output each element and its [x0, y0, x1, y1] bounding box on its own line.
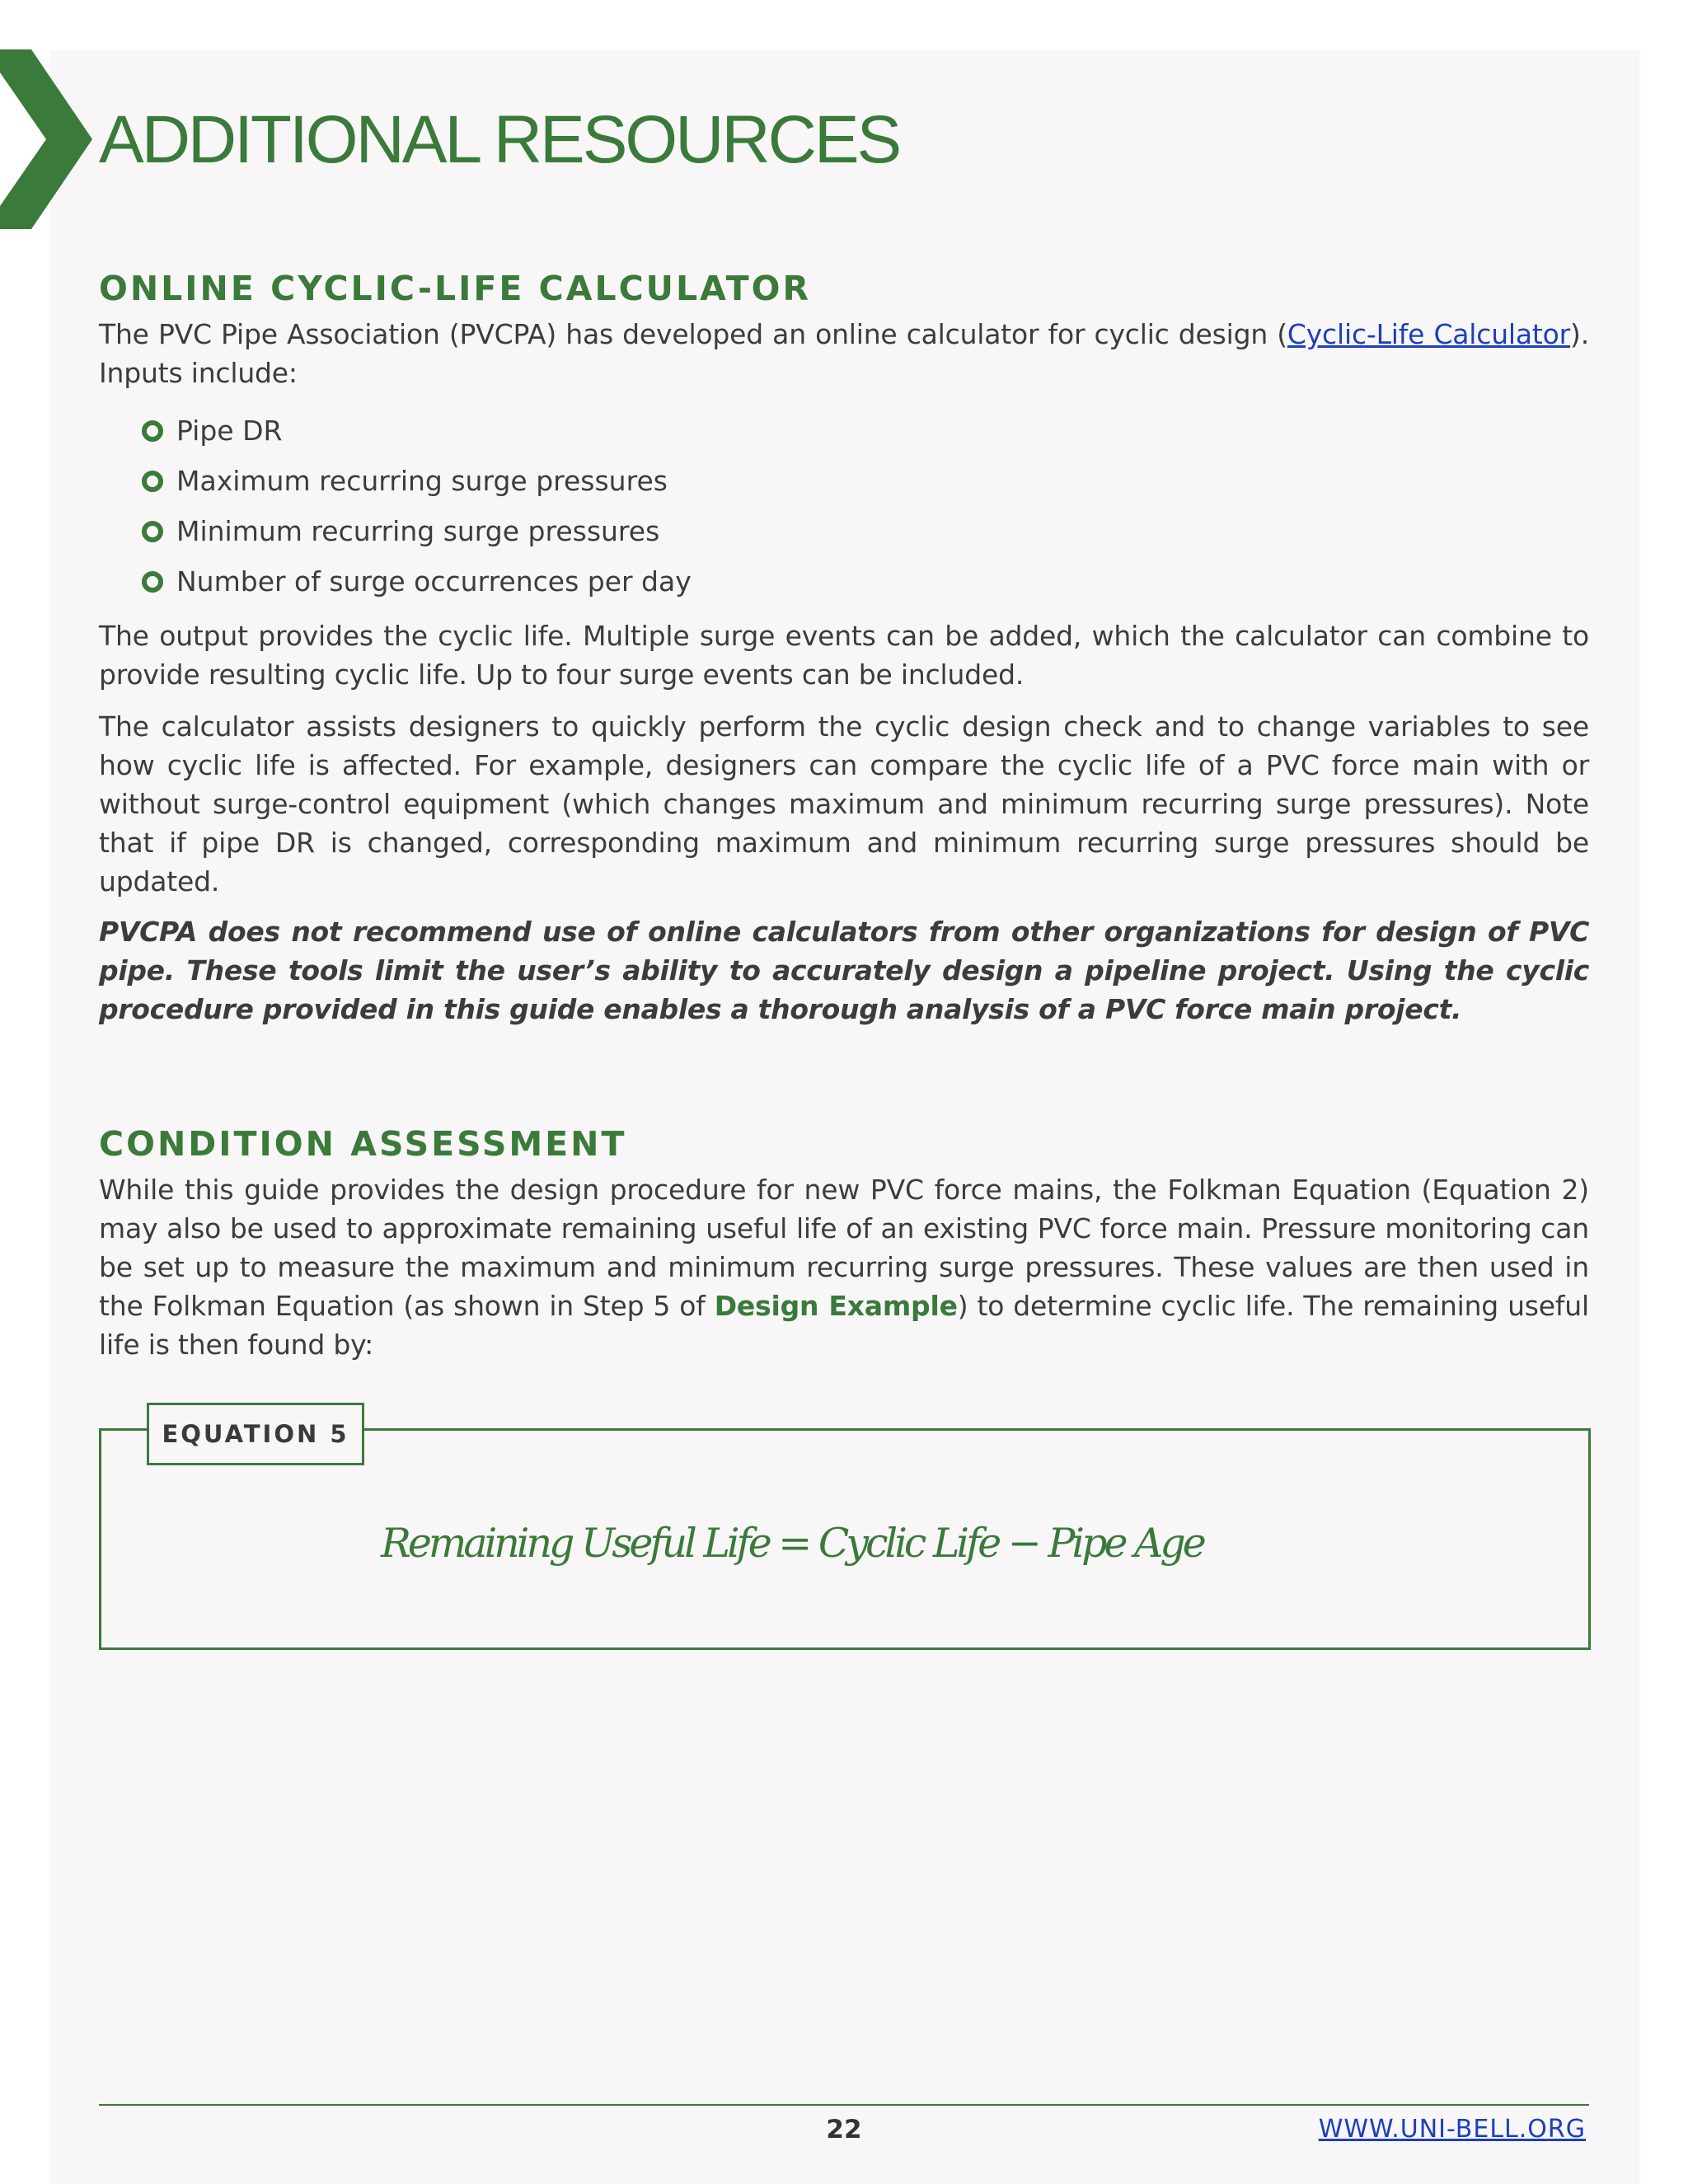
cyclic-life-calculator-link[interactable]: Cyclic-Life Calculator — [1287, 318, 1571, 350]
circle-bullet-icon — [142, 420, 163, 442]
list-item-text: Number of surge occurrences per day — [176, 565, 692, 598]
condition-paragraph — [99, 1170, 1589, 1364]
calculator-intro-text-end: ). Inputs include: — [99, 318, 1589, 389]
page-title: ADDITIONAL RESOURCES — [99, 102, 900, 177]
section-heading-calculator: ONLINE CYCLIC-LIFE CALCULATOR — [99, 269, 812, 308]
main-content — [99, 262, 1589, 1364]
website-link[interactable]: WWW.UNI-BELL.ORG — [1318, 2115, 1586, 2144]
chevron-marker-icon — [0, 49, 92, 229]
page-number: 22 — [826, 2115, 862, 2144]
recommendation-note: PVCPA does not recommend use of online calculators from other organizations for design of PVC pipe. These tools limit the user’s ability to accurately design a pipeline project. Using the cyclic procedure provided in this guide enables a thorough analysis of a PVC force main project. — [99, 916, 1589, 1025]
circle-bullet-icon — [142, 471, 163, 492]
calculator-output-paragraph: The output provides the cyclic life. Multiple surge events can be added, which the calculator can combine to provide resulting cyclic life. Up to four surge events can be included. — [99, 620, 1589, 691]
equation-label: EQUATION 5 — [147, 1403, 364, 1465]
calculator-intro — [99, 315, 1589, 392]
footer-divider — [99, 2104, 1589, 2106]
list-item — [142, 506, 1589, 556]
circle-bullet-icon — [142, 521, 163, 542]
condition-text-end: ) to determine cyclic life. The remaining useful life is then found by: — [99, 1290, 1589, 1361]
section-heading-condition: CONDITION ASSESSMENT — [99, 1124, 627, 1164]
circle-bullet-icon — [142, 571, 163, 593]
design-example-link[interactable]: Design Example — [714, 1290, 958, 1322]
calculator-intro-text: The PVC Pipe Association (PVCPA) has developed an online calculator for cyclic design ( — [99, 318, 1287, 350]
list-item-text: Pipe DR — [176, 415, 283, 447]
list-item-text: Minimum recurring surge pressures — [176, 515, 660, 547]
list-item-text: Maximum recurring surge pressures — [176, 465, 668, 497]
condition-text: While this guide provides the design procedure for new PVC force mains, the Folkman Equation (Equation 2) may also be used to approximate remaining useful life of an existing PVC force main. Pressure monitoring can be set up to measure the maximum and minimum recurring surge pressures. These values are then used in the Folkman Equation (as shown in Step 5 of — [99, 1174, 1589, 1322]
calculator-assists-paragraph: The calculator assists designers to quickly perform the cyclic design check and to change variables to see how cyclic life is affected. For example, designers can compare the cyclic life of a PVC force main with or without surge-control equipment (which changes maximum and minimum recurring surge pressures). Note that if pipe DR is changed, corresponding maximum and minimum recurring surge pressures should be updated. — [99, 710, 1589, 898]
list-item — [142, 556, 1589, 607]
equation-formula: Remaining Useful Life = Cyclic Life − Pipe Age — [381, 1520, 1203, 1567]
list-item — [142, 405, 1589, 456]
inputs-list — [99, 405, 1589, 607]
list-item — [142, 456, 1589, 506]
